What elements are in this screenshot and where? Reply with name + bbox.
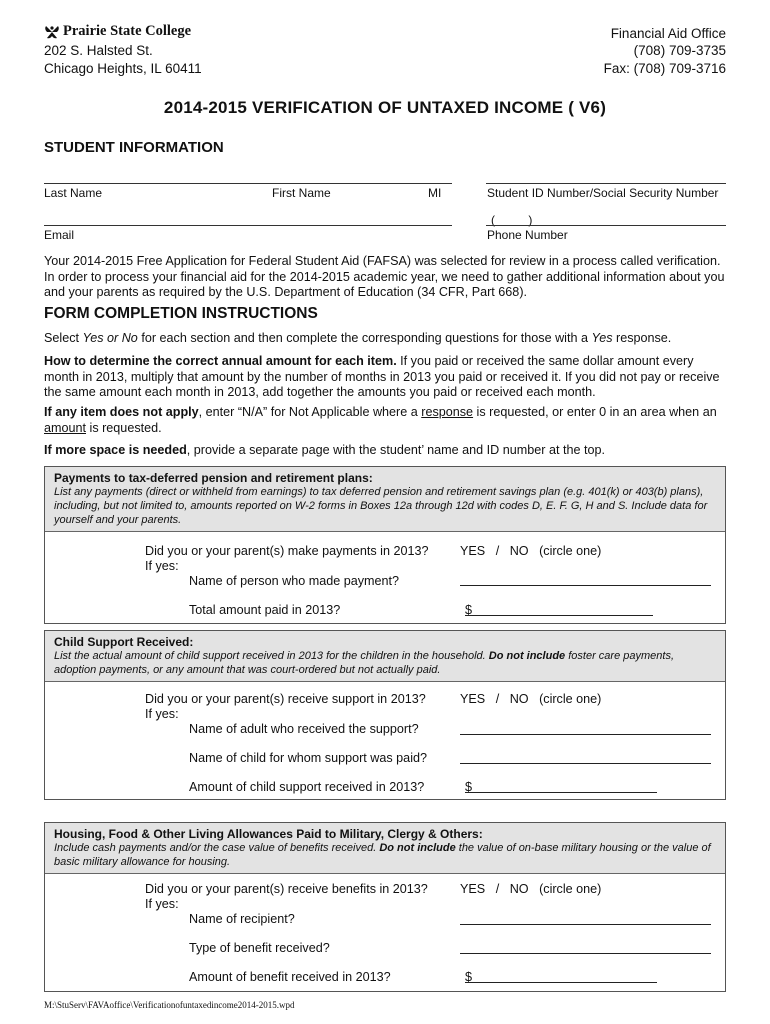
section-header: [45, 823, 725, 874]
if-yes-label: If yes:: [145, 707, 179, 721]
adult-name-label: Name of adult who received the support?: [189, 722, 419, 736]
phone-input-line[interactable]: [486, 225, 726, 226]
child-support-question: Did you or your parent(s) receive support in 2013?: [145, 692, 426, 706]
instruction-annual-amount: How to determine the correct annual amount for each item. If you paid or received the same dollar amount every month in 2013, multiply that amount by the number of months in 2013 you paid or received it. If you did not pay or receive the same amount each month in 2013, add together the amounts you paid or received each month.: [44, 354, 720, 399]
total-paid-input-line[interactable]: [465, 615, 653, 616]
dollar-sign: $: [465, 970, 473, 984]
dollar-sign: $: [465, 603, 473, 617]
office-phone: (708) 709-3735: [633, 43, 726, 58]
section-header: [45, 467, 725, 532]
footer-file-path: M:\StuServ\FAVAoffice\Verificationofuntaxedincome2014-2015.wpd: [44, 1000, 295, 1010]
address-line-2: Chicago Heights, IL 60411: [44, 61, 202, 76]
instruction-more-space: If more space is needed, provide a separate page with the student’ name and ID number at the top.: [44, 443, 605, 457]
instruction-not-apply: If any item does not apply, enter “N/A” for Not Applicable where a response is requested, or enter 0 in an area when an amount is requested.: [44, 405, 717, 435]
intro-paragraph: Your 2014-2015 Free Application for Federal Student Aid (FAFSA) was selected for review in a process called verification. In order to process your financial aid for the 2014-2015 academic year, we need to gather additional information about you and your parents as required by the U.S. Department of Education (34 CFR, Part 668).: [44, 254, 725, 299]
benefit-type-label: Type of benefit received?: [189, 941, 330, 955]
phone-area-code: ( ): [491, 213, 533, 227]
student-info-heading: STUDENT INFORMATION: [44, 139, 224, 156]
section-description: Include cash payments and/or the case value of benefits received. Do not include the value of on-base military housing or the value of basic military allowance for housing.: [54, 842, 711, 868]
email-label: Email: [44, 228, 75, 242]
section-header: [45, 631, 725, 682]
yes-no-choice[interactable]: YES / NO (circle one): [460, 692, 602, 706]
support-amount-input-line[interactable]: [465, 792, 657, 793]
section-pension-payments: [44, 466, 726, 624]
child-name-input-line[interactable]: [460, 763, 711, 764]
office-name: Financial Aid Office: [610, 26, 726, 41]
section-child-support: [44, 630, 726, 800]
payer-name-label: Name of person who made payment?: [189, 574, 400, 588]
office-fax: Fax: (708) 709-3716: [603, 61, 726, 76]
yes-no-choice[interactable]: YES / NO (circle one): [460, 544, 602, 558]
college-logo-icon: [44, 25, 60, 39]
section-title: Payments to tax-deferred pension and retirement plans:: [54, 471, 373, 485]
email-input-line[interactable]: [44, 225, 452, 226]
if-yes-label: If yes:: [145, 897, 179, 911]
payer-name-input-line[interactable]: [460, 585, 711, 586]
student-id-input-line[interactable]: [486, 183, 726, 184]
section-title: Child Support Received:: [54, 635, 194, 649]
instructions-heading: FORM COMPLETION INSTRUCTIONS: [44, 305, 318, 322]
child-name-label: Name of child for whom support was paid?: [189, 751, 427, 765]
benefits-question: Did you or your parent(s) receive benefits in 2013?: [145, 882, 428, 896]
mi-label: MI: [428, 186, 442, 200]
last-name-label: Last Name: [44, 186, 103, 200]
if-yes-label: If yes:: [145, 559, 179, 573]
dollar-sign: $: [465, 780, 473, 794]
section-title: Housing, Food & Other Living Allowances Paid to Military, Clergy & Others:: [54, 827, 483, 841]
first-name-label: First Name: [272, 186, 331, 200]
section-description: List any payments (direct or withheld from earnings) to tax deferred pension and retirement savings plan (e.g. 401(k) or 403(b) plans), including, but not limited to, amounts reported on W-2 forms in Boxes 12a through 12d with codes D, E. F. G, H and S. Include data for yourself and your parents.: [54, 486, 708, 526]
name-input-line[interactable]: [44, 183, 452, 184]
recipient-name-input-line[interactable]: [460, 924, 711, 925]
adult-name-input-line[interactable]: [460, 734, 711, 735]
section-living-allowances: [44, 822, 726, 992]
address-line-1: 202 S. Halsted St.: [44, 43, 153, 58]
pension-question: Did you or your parent(s) make payments in 2013?: [145, 544, 429, 558]
support-amount-label: Amount of child support received in 2013?: [189, 780, 425, 794]
phone-label: Phone Number: [487, 228, 568, 242]
college-logo: [44, 23, 191, 40]
benefit-type-input-line[interactable]: [460, 953, 711, 954]
benefit-amount-label: Amount of benefit received in 2013?: [189, 970, 391, 984]
college-name: Prairie State College: [63, 23, 192, 39]
instruction-select: Select Yes or No for each section and then complete the corresponding questions for those with a Yes response.: [44, 331, 672, 345]
yes-no-choice[interactable]: YES / NO (circle one): [460, 882, 602, 896]
section-description: List the actual amount of child support received in 2013 for the children in the household. Do not include foster care payments, adoption payments, or any amount that was court-ordered but not actually paid.: [54, 650, 674, 676]
student-id-label: Student ID Number/Social Security Number: [487, 186, 719, 200]
benefit-amount-input-line[interactable]: [465, 982, 657, 983]
total-paid-label: Total amount paid in 2013?: [189, 603, 341, 617]
recipient-name-label: Name of recipient?: [189, 912, 295, 926]
form-title: 2014-2015 VERIFICATION OF UNTAXED INCOME ( V6): [163, 98, 607, 117]
